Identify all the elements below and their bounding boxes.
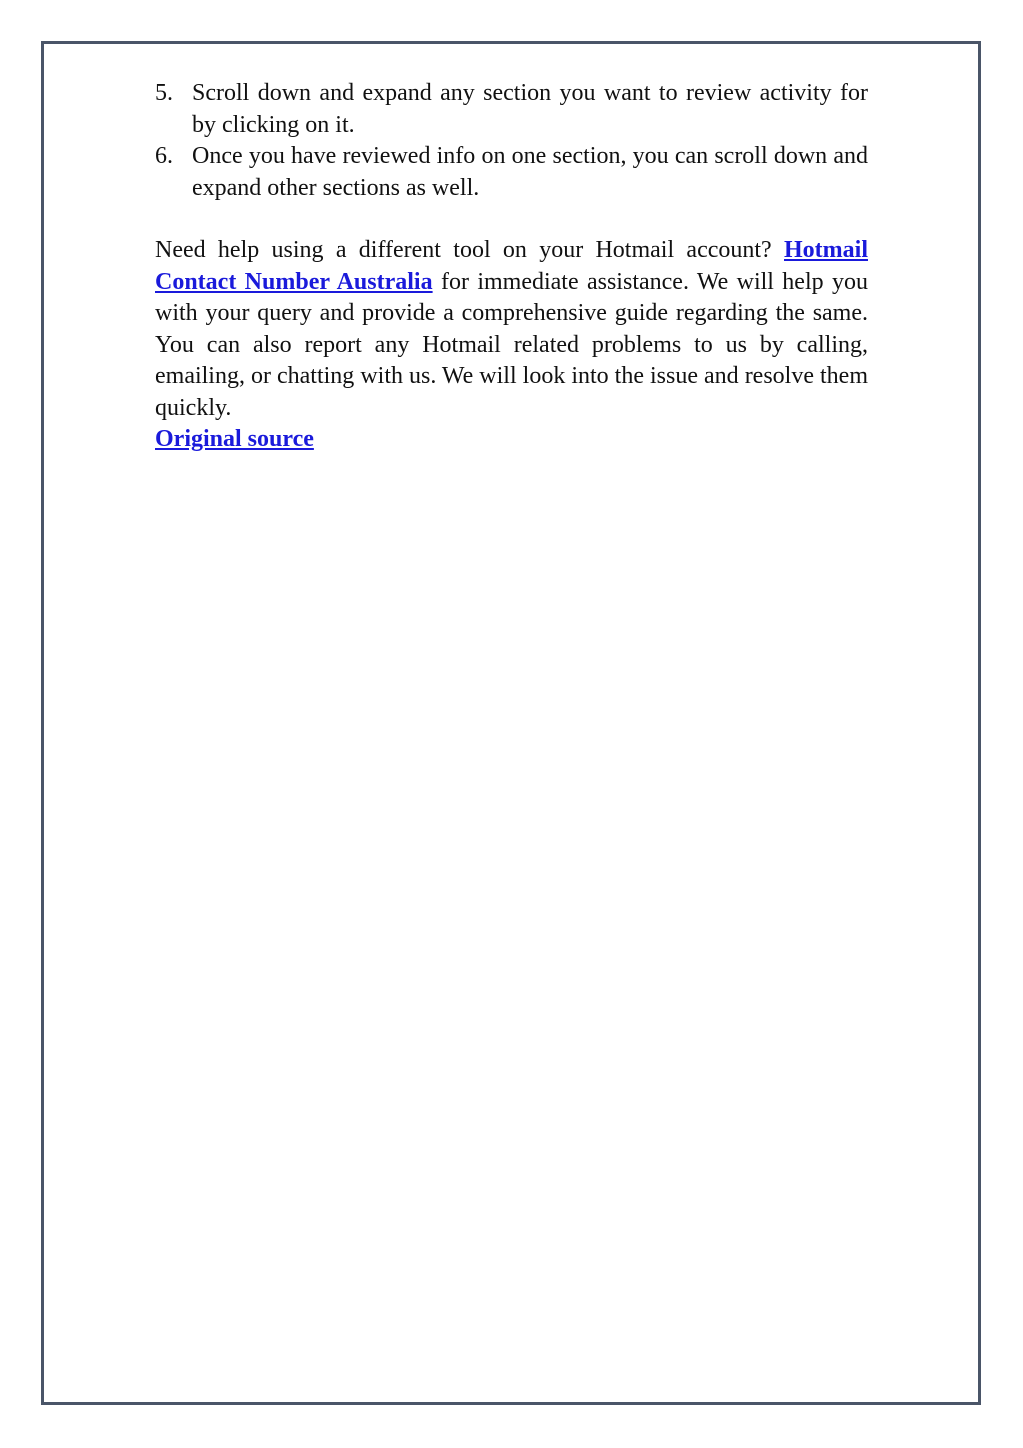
- list-item-number: 5.: [155, 80, 173, 106]
- help-text-before: Need help using a different tool on your Hotmail account?: [155, 237, 784, 263]
- list-item-text: Once you have reviewed info on one section, you can scroll down and expand other sections as well.: [192, 143, 868, 201]
- help-text-after: for immediate assistance. We will help you with your query and provide a comprehensive guide regarding the same. You can also report any Hotmail related problems to us by calling, emailing, or chatting with us. We will look into the issue and resolve them quickly.: [155, 268, 868, 421]
- original-source-link[interactable]: Original source: [155, 426, 314, 452]
- hotmail-contact-link[interactable]: Hotmail Contact Number Australia: [155, 237, 868, 295]
- list-item-text: Scroll down and expand any section you want to review activity for by clicking on it.: [192, 80, 868, 138]
- list-item: [155, 141, 868, 204]
- list-item-number: 6.: [155, 143, 173, 169]
- help-paragraph: [155, 235, 868, 424]
- document-body: [155, 78, 868, 456]
- list-item: [155, 78, 868, 141]
- steps-list: [155, 78, 868, 204]
